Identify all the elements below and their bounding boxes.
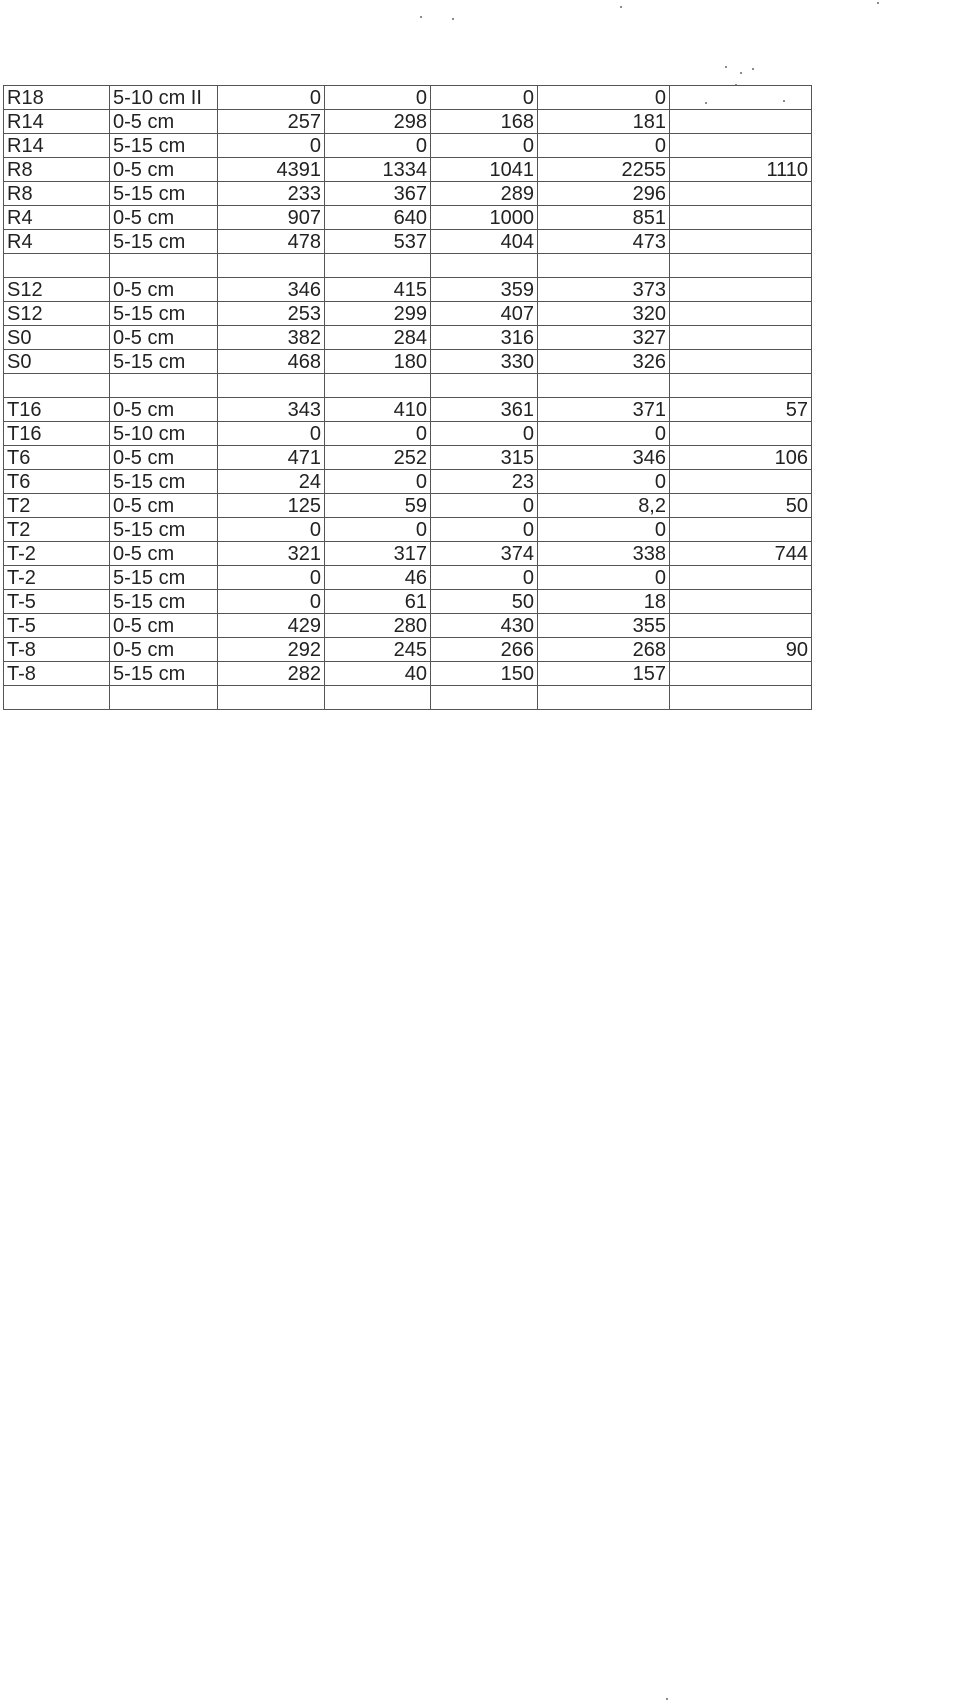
- value-cell-3: 316: [431, 326, 538, 350]
- value-cell-3: 0: [431, 566, 538, 590]
- value-cell-2: [325, 374, 431, 398]
- extra-value-cell: [670, 206, 812, 230]
- depth-cell: 5-15 cm: [110, 230, 218, 254]
- value-cell-3: 289: [431, 182, 538, 206]
- scan-speck: [452, 18, 454, 20]
- value-cell-4: 268: [538, 638, 670, 662]
- value-cell-3: 0: [431, 494, 538, 518]
- value-cell-3: 330: [431, 350, 538, 374]
- extra-value-cell: 57: [670, 398, 812, 422]
- value-cell-1: 24: [218, 470, 325, 494]
- table-row: [4, 662, 812, 686]
- value-cell-1: 429: [218, 614, 325, 638]
- site-cell: [4, 374, 110, 398]
- value-cell-3: 50: [431, 590, 538, 614]
- table-row: [4, 566, 812, 590]
- site-cell: T2: [4, 494, 110, 518]
- extra-value-cell: [670, 182, 812, 206]
- scan-speck: [725, 66, 727, 68]
- value-cell-3: [431, 686, 538, 710]
- value-cell-1: 0: [218, 590, 325, 614]
- value-cell-4: [538, 686, 670, 710]
- value-cell-3: 168: [431, 110, 538, 134]
- value-cell-2: 61: [325, 590, 431, 614]
- table-row: [4, 614, 812, 638]
- value-cell-2: 317: [325, 542, 431, 566]
- table-row: [4, 326, 812, 350]
- extra-value-cell: [670, 326, 812, 350]
- depth-cell: 0-5 cm: [110, 158, 218, 182]
- value-cell-1: 233: [218, 182, 325, 206]
- value-cell-4: [538, 374, 670, 398]
- value-cell-4: 373: [538, 278, 670, 302]
- extra-value-cell: [670, 590, 812, 614]
- value-cell-2: 640: [325, 206, 431, 230]
- depth-cell: 0-5 cm: [110, 614, 218, 638]
- depth-cell: 5-15 cm: [110, 350, 218, 374]
- value-cell-4: 0: [538, 518, 670, 542]
- site-cell: S12: [4, 278, 110, 302]
- value-cell-4: 296: [538, 182, 670, 206]
- depth-cell: 0-5 cm: [110, 446, 218, 470]
- table-row: [4, 686, 812, 710]
- value-cell-1: [218, 254, 325, 278]
- depth-cell: 0-5 cm: [110, 638, 218, 662]
- value-cell-3: 266: [431, 638, 538, 662]
- table-row: [4, 206, 812, 230]
- extra-value-cell: [670, 566, 812, 590]
- value-cell-3: 150: [431, 662, 538, 686]
- value-cell-1: 471: [218, 446, 325, 470]
- site-cell: [4, 686, 110, 710]
- value-cell-4: 326: [538, 350, 670, 374]
- depth-cell: [110, 374, 218, 398]
- depth-cell: 5-15 cm: [110, 134, 218, 158]
- value-cell-4: 327: [538, 326, 670, 350]
- value-cell-1: 382: [218, 326, 325, 350]
- site-cell: T-8: [4, 638, 110, 662]
- value-cell-4: 0: [538, 470, 670, 494]
- value-cell-1: 321: [218, 542, 325, 566]
- depth-cell: 5-15 cm: [110, 182, 218, 206]
- extra-value-cell: 1110: [670, 158, 812, 182]
- value-cell-3: 0: [431, 86, 538, 110]
- table-row: [4, 110, 812, 134]
- table-row: [4, 542, 812, 566]
- site-cell: T-8: [4, 662, 110, 686]
- extra-value-cell: [670, 470, 812, 494]
- extra-value-cell: 50: [670, 494, 812, 518]
- table-row: [4, 590, 812, 614]
- value-cell-3: 404: [431, 230, 538, 254]
- extra-value-cell: [670, 350, 812, 374]
- site-cell: [4, 254, 110, 278]
- value-cell-3: 407: [431, 302, 538, 326]
- extra-value-cell: [670, 422, 812, 446]
- site-cell: R8: [4, 158, 110, 182]
- site-cell: S12: [4, 302, 110, 326]
- value-cell-2: 180: [325, 350, 431, 374]
- site-cell: R14: [4, 134, 110, 158]
- value-cell-3: [431, 254, 538, 278]
- site-cell: S0: [4, 350, 110, 374]
- value-cell-3: 0: [431, 134, 538, 158]
- site-cell: T-5: [4, 590, 110, 614]
- value-cell-3: 1000: [431, 206, 538, 230]
- table-row: [4, 254, 812, 278]
- value-cell-2: 40: [325, 662, 431, 686]
- table-row: [4, 158, 812, 182]
- site-cell: R18: [4, 86, 110, 110]
- value-cell-3: 23: [431, 470, 538, 494]
- table-row: [4, 398, 812, 422]
- extra-value-cell: [670, 278, 812, 302]
- extra-value-cell: [670, 230, 812, 254]
- depth-cell: 0-5 cm: [110, 326, 218, 350]
- site-cell: S0: [4, 326, 110, 350]
- value-cell-1: 253: [218, 302, 325, 326]
- depth-cell: 5-15 cm: [110, 566, 218, 590]
- site-cell: R8: [4, 182, 110, 206]
- value-cell-4: 346: [538, 446, 670, 470]
- value-cell-2: 410: [325, 398, 431, 422]
- value-cell-4: 338: [538, 542, 670, 566]
- extra-value-cell: [670, 86, 812, 110]
- value-cell-1: 257: [218, 110, 325, 134]
- scan-speck: [420, 16, 422, 18]
- value-cell-3: 359: [431, 278, 538, 302]
- site-cell: T16: [4, 422, 110, 446]
- value-cell-2: 0: [325, 134, 431, 158]
- value-cell-4: 2255: [538, 158, 670, 182]
- site-cell: R4: [4, 230, 110, 254]
- value-cell-4: [538, 254, 670, 278]
- site-cell: T-2: [4, 566, 110, 590]
- value-cell-2: [325, 254, 431, 278]
- depth-cell: 5-10 cm II: [110, 86, 218, 110]
- depth-cell: 5-10 cm: [110, 422, 218, 446]
- table-row: [4, 374, 812, 398]
- site-cell: T6: [4, 470, 110, 494]
- depth-cell: 0-5 cm: [110, 494, 218, 518]
- value-cell-2: 252: [325, 446, 431, 470]
- value-cell-1: 0: [218, 566, 325, 590]
- depth-cell: 0-5 cm: [110, 278, 218, 302]
- value-cell-1: 478: [218, 230, 325, 254]
- table-row: [4, 350, 812, 374]
- extra-value-cell: [670, 134, 812, 158]
- extra-value-cell: [670, 686, 812, 710]
- site-cell: R4: [4, 206, 110, 230]
- value-cell-3: 361: [431, 398, 538, 422]
- depth-cell: [110, 686, 218, 710]
- measurement-table: [3, 85, 812, 710]
- value-cell-2: 0: [325, 86, 431, 110]
- value-cell-2: 284: [325, 326, 431, 350]
- value-cell-1: 282: [218, 662, 325, 686]
- value-cell-4: 0: [538, 86, 670, 110]
- depth-cell: [110, 254, 218, 278]
- table-row: [4, 134, 812, 158]
- table-row: [4, 422, 812, 446]
- value-cell-2: 298: [325, 110, 431, 134]
- table-row: [4, 86, 812, 110]
- scan-speck: [752, 68, 754, 70]
- site-cell: T-2: [4, 542, 110, 566]
- value-cell-4: 0: [538, 422, 670, 446]
- table-row: [4, 494, 812, 518]
- value-cell-2: 0: [325, 422, 431, 446]
- value-cell-1: 292: [218, 638, 325, 662]
- extra-value-cell: 744: [670, 542, 812, 566]
- depth-cell: 5-15 cm: [110, 302, 218, 326]
- scan-speck: [666, 1698, 668, 1700]
- table-body: [4, 86, 812, 710]
- value-cell-4: 473: [538, 230, 670, 254]
- value-cell-1: 0: [218, 86, 325, 110]
- value-cell-3: 430: [431, 614, 538, 638]
- table-row: [4, 182, 812, 206]
- depth-cell: 0-5 cm: [110, 206, 218, 230]
- table-row: [4, 278, 812, 302]
- value-cell-2: 46: [325, 566, 431, 590]
- extra-value-cell: [670, 614, 812, 638]
- value-cell-1: 0: [218, 134, 325, 158]
- value-cell-4: 320: [538, 302, 670, 326]
- value-cell-1: 907: [218, 206, 325, 230]
- extra-value-cell: [670, 302, 812, 326]
- value-cell-1: [218, 374, 325, 398]
- extra-value-cell: 90: [670, 638, 812, 662]
- value-cell-4: 355: [538, 614, 670, 638]
- extra-value-cell: [670, 374, 812, 398]
- value-cell-1: 343: [218, 398, 325, 422]
- value-cell-1: 125: [218, 494, 325, 518]
- scan-speck: [877, 2, 879, 4]
- depth-cell: 5-15 cm: [110, 518, 218, 542]
- value-cell-1: 0: [218, 518, 325, 542]
- extra-value-cell: [670, 254, 812, 278]
- site-cell: T2: [4, 518, 110, 542]
- value-cell-3: [431, 374, 538, 398]
- value-cell-2: 0: [325, 470, 431, 494]
- value-cell-1: 0: [218, 422, 325, 446]
- depth-cell: 5-15 cm: [110, 662, 218, 686]
- value-cell-3: 0: [431, 422, 538, 446]
- table-row: [4, 518, 812, 542]
- table-row: [4, 638, 812, 662]
- table-row: [4, 446, 812, 470]
- value-cell-4: 371: [538, 398, 670, 422]
- value-cell-2: 367: [325, 182, 431, 206]
- scan-speck: [620, 6, 622, 8]
- value-cell-2: 1334: [325, 158, 431, 182]
- value-cell-2: 59: [325, 494, 431, 518]
- value-cell-2: [325, 686, 431, 710]
- site-cell: T6: [4, 446, 110, 470]
- table-row: [4, 230, 812, 254]
- depth-cell: 0-5 cm: [110, 110, 218, 134]
- value-cell-4: 0: [538, 134, 670, 158]
- depth-cell: 0-5 cm: [110, 398, 218, 422]
- value-cell-1: 468: [218, 350, 325, 374]
- value-cell-3: 0: [431, 518, 538, 542]
- extra-value-cell: [670, 518, 812, 542]
- depth-cell: 5-15 cm: [110, 590, 218, 614]
- site-cell: R14: [4, 110, 110, 134]
- value-cell-3: 374: [431, 542, 538, 566]
- value-cell-2: 245: [325, 638, 431, 662]
- value-cell-4: 8,2: [538, 494, 670, 518]
- value-cell-4: 181: [538, 110, 670, 134]
- value-cell-2: 415: [325, 278, 431, 302]
- value-cell-3: 315: [431, 446, 538, 470]
- value-cell-1: [218, 686, 325, 710]
- table-row: [4, 302, 812, 326]
- value-cell-1: 4391: [218, 158, 325, 182]
- value-cell-4: 0: [538, 566, 670, 590]
- depth-cell: 0-5 cm: [110, 542, 218, 566]
- scan-speck: [740, 72, 742, 74]
- extra-value-cell: 106: [670, 446, 812, 470]
- depth-cell: 5-15 cm: [110, 470, 218, 494]
- table-row: [4, 470, 812, 494]
- value-cell-4: 157: [538, 662, 670, 686]
- extra-value-cell: [670, 662, 812, 686]
- value-cell-4: 18: [538, 590, 670, 614]
- value-cell-1: 346: [218, 278, 325, 302]
- value-cell-2: 537: [325, 230, 431, 254]
- value-cell-2: 299: [325, 302, 431, 326]
- value-cell-3: 1041: [431, 158, 538, 182]
- value-cell-4: 851: [538, 206, 670, 230]
- site-cell: T16: [4, 398, 110, 422]
- value-cell-2: 280: [325, 614, 431, 638]
- extra-value-cell: [670, 110, 812, 134]
- value-cell-2: 0: [325, 518, 431, 542]
- site-cell: T-5: [4, 614, 110, 638]
